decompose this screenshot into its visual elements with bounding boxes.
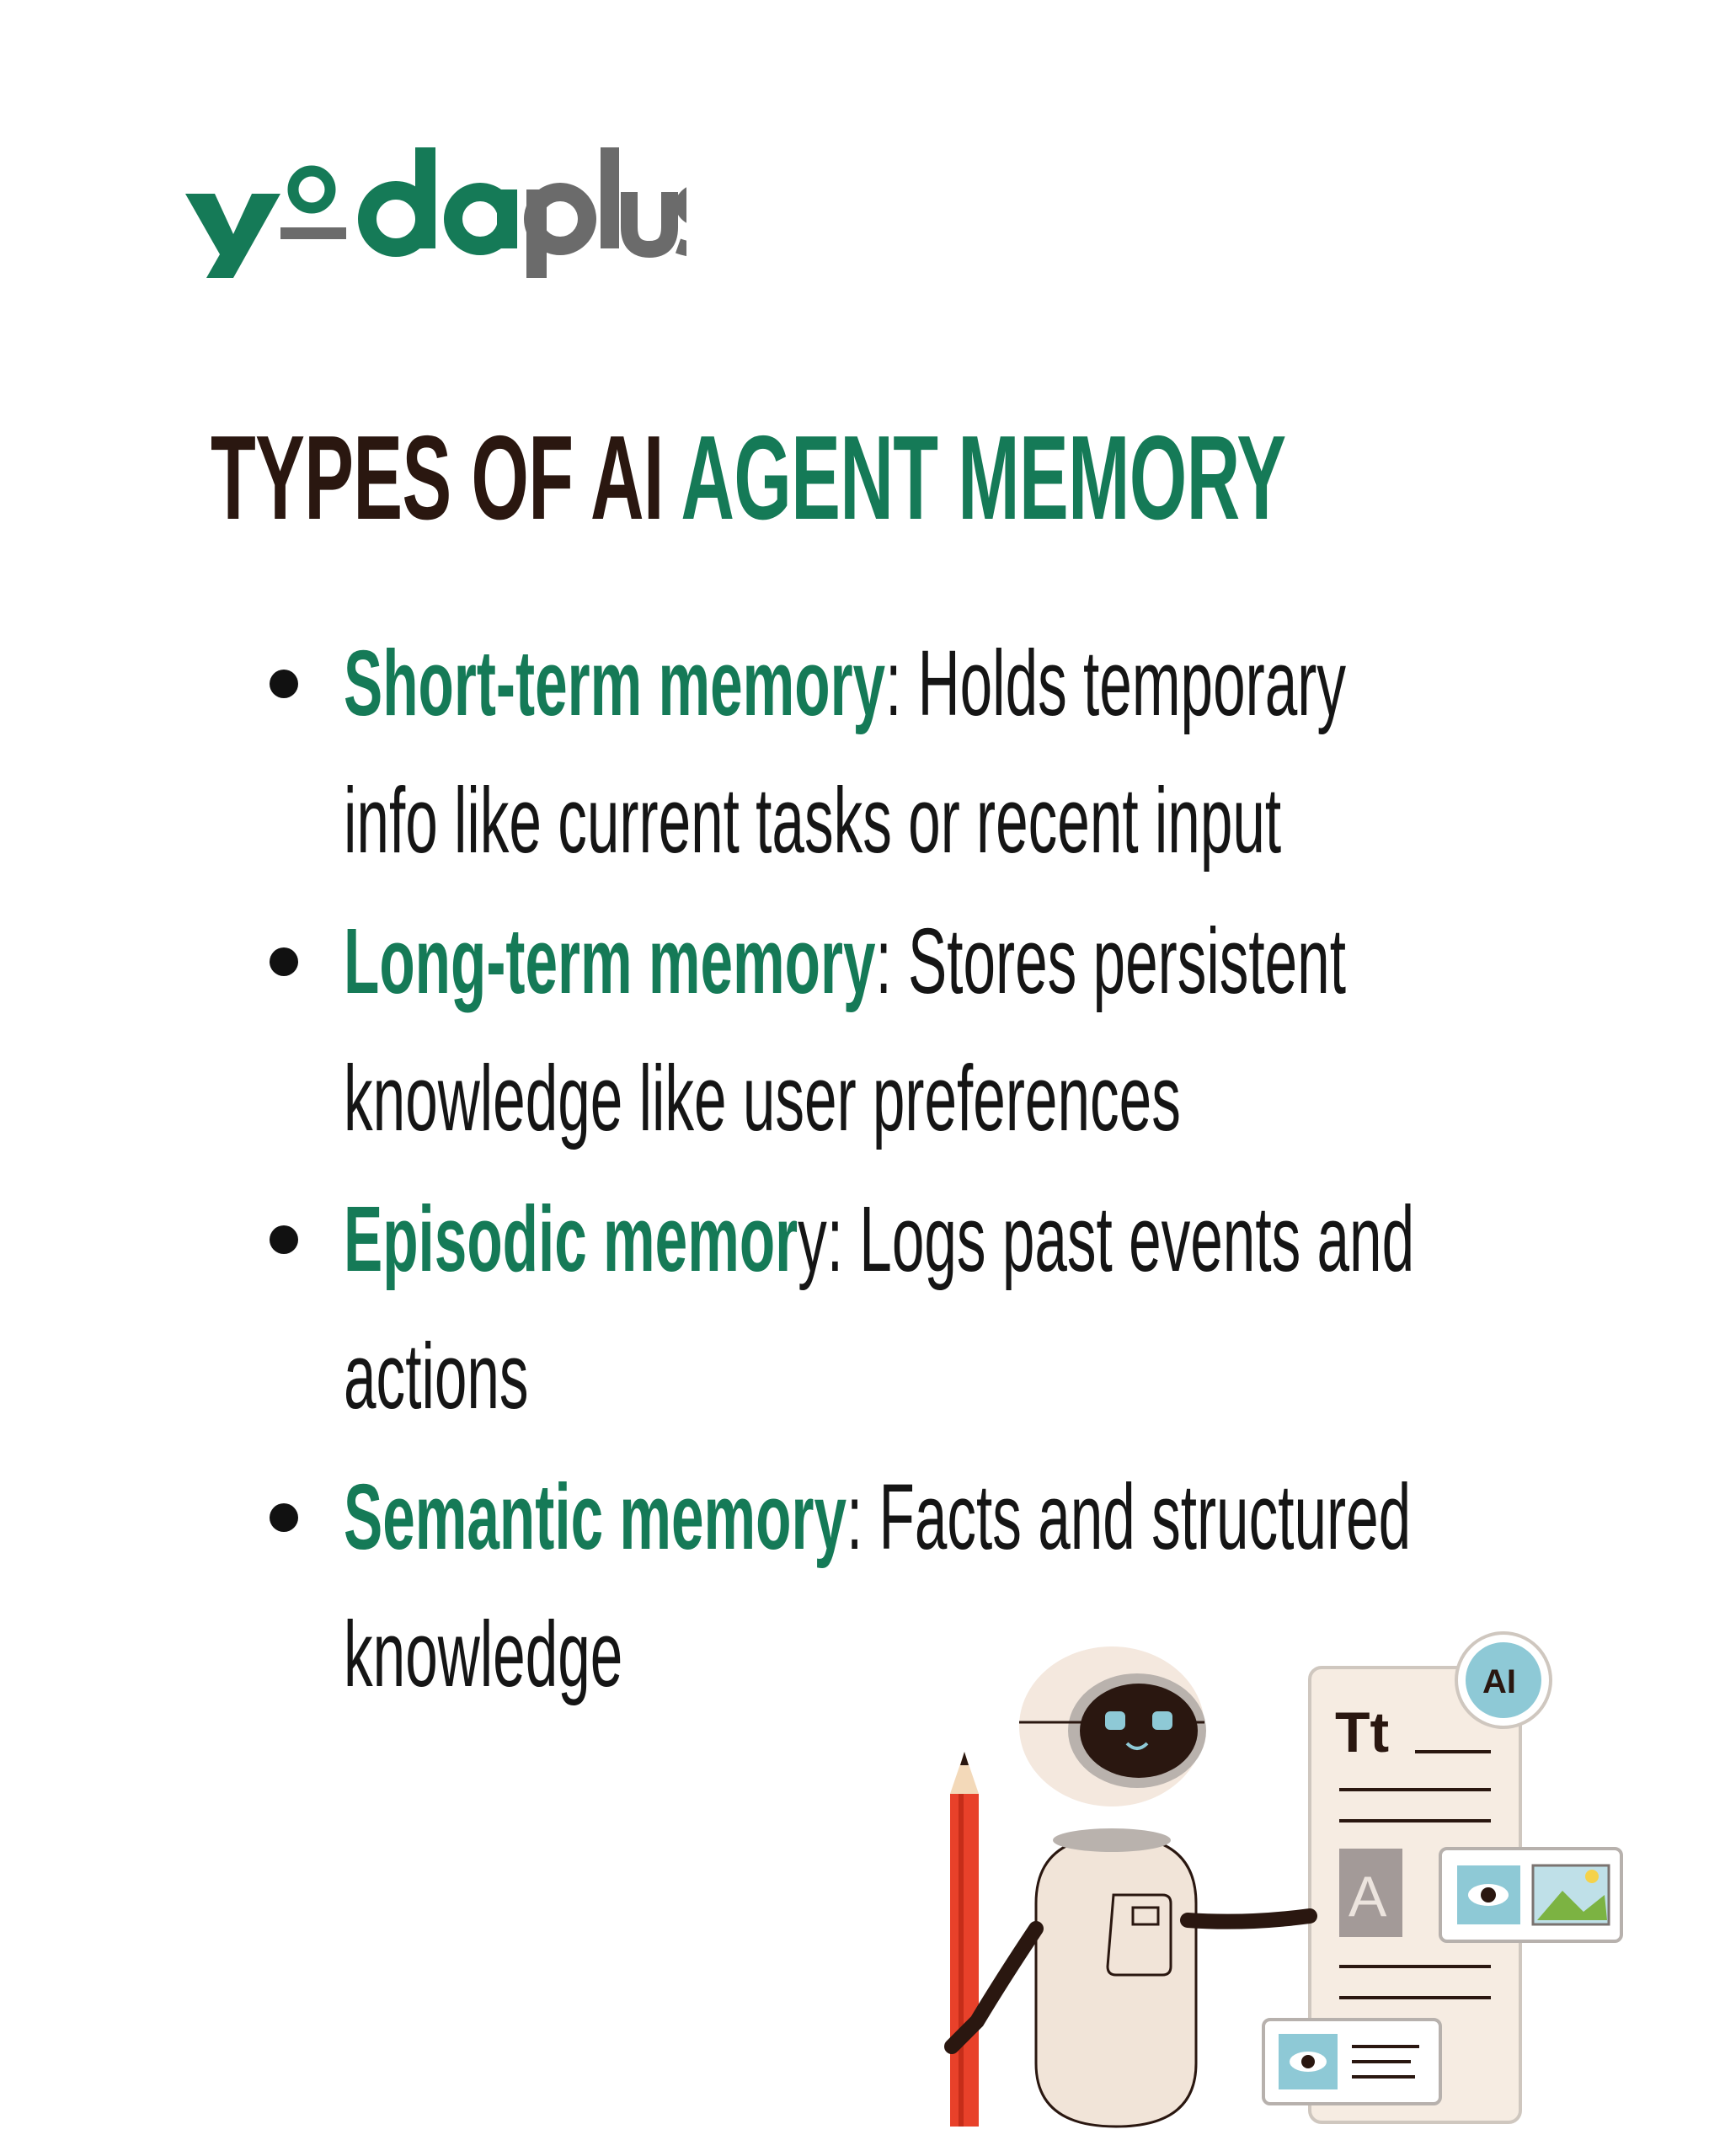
item-term: Short-term memory xyxy=(344,632,886,735)
item-term: Episodic memor xyxy=(344,1187,798,1291)
text-card-icon xyxy=(1263,2020,1440,2104)
item-description-line-2: knowledge like user preferences xyxy=(344,1047,1181,1150)
bullet-dot xyxy=(270,670,298,698)
list-item-text xyxy=(344,615,1346,889)
title-part-2: AGENT MEMORY xyxy=(681,411,1286,545)
pencil-icon xyxy=(950,1752,979,2127)
image-card-icon xyxy=(1440,1849,1621,1941)
bullet-dot xyxy=(270,1225,298,1254)
item-term: Semantic memory xyxy=(344,1465,847,1569)
doc-image-glyph: A xyxy=(1348,1865,1387,1929)
doc-heading-glyph: Tt xyxy=(1335,1700,1390,1764)
item-description-line-2: info like current tasks or recent input xyxy=(344,769,1282,873)
robot-writing-icon xyxy=(910,1625,1642,2131)
ai-badge-label: AI xyxy=(1482,1663,1516,1700)
ai-badge-icon xyxy=(1456,1633,1551,1727)
bullet-dot xyxy=(270,1503,298,1532)
robot-icon xyxy=(952,1646,1310,2127)
item-term: Long-term memory xyxy=(344,910,876,1013)
item-description-line-1: : Stores persistent xyxy=(875,910,1346,1013)
list-item-text xyxy=(344,893,1346,1167)
item-description-line-2: actions xyxy=(344,1325,529,1428)
item-description-line-1: y: Logs past events and xyxy=(798,1187,1415,1291)
item-description-line-1: : Facts and structured xyxy=(846,1465,1412,1569)
title-part-1: TYPES OF AI xyxy=(211,411,664,545)
item-description-line-1: : Holds temporary xyxy=(885,632,1346,735)
list-item-text xyxy=(344,1171,1414,1445)
item-description-line-2: knowledge xyxy=(344,1603,623,1706)
robot-illustration xyxy=(910,1625,1642,2131)
bullet-dot xyxy=(270,947,298,976)
